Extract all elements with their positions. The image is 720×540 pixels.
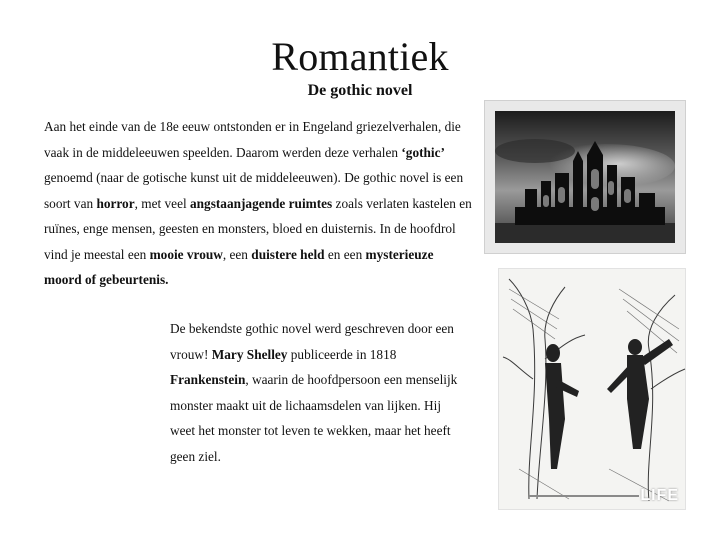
frankenstein-paragraph bbox=[170, 316, 460, 469]
text-run: , met veel bbox=[134, 195, 191, 211]
text-run: zoals verlaten kastelen en ruïnes, enge mensen, geesten en monsters, bloed en duisternis. In de hoofdrol vind je meestal een bbox=[44, 195, 472, 262]
bold-term: horror bbox=[96, 195, 135, 211]
bold-term: Frankenstein bbox=[170, 372, 246, 387]
bold-term: mooie vrouw bbox=[149, 246, 223, 262]
text-run: en een bbox=[324, 246, 366, 262]
text-run: genoemd (naar de gotische kunst uit de middeleeuwen). De gothic novel is een soort van bbox=[44, 170, 464, 211]
frankenstein-illustration bbox=[498, 268, 686, 510]
abbey-ruin-photo bbox=[484, 100, 686, 254]
engraving-image bbox=[499, 269, 687, 511]
slide-title: Romantiek bbox=[271, 34, 449, 79]
slide-subtitle bbox=[0, 82, 720, 100]
bold-term: duistere held bbox=[251, 246, 325, 262]
bold-term: Mary Shelley bbox=[211, 346, 288, 362]
bold-term: ‘gothic’ bbox=[401, 144, 445, 160]
intro-paragraph bbox=[44, 114, 474, 293]
text-run: De bekendste gothic novel werd geschreven door een vrouw! bbox=[170, 321, 454, 362]
text-run: , een bbox=[222, 246, 252, 262]
bold-term: angstaanjagende ruimtes bbox=[190, 195, 333, 211]
life-watermark: LIFE bbox=[640, 487, 679, 504]
text-run: , waarin de hoofdpersoon een menselijk monster maakt uit de lichaamsdelen van lijken. Hij weet het monster tot leven te wekken, maar het heeft geen ziel. bbox=[170, 372, 458, 464]
text-run: Aan het einde van de 18e eeuw ontstonden er in Engeland griezelverhalen, die vaak in de middeleeuwen speelden. Daarom werden deze verhalen bbox=[44, 119, 461, 160]
text-run: publiceerde in 1818 bbox=[287, 346, 397, 362]
bold-term: mysterieuze moord of gebeurtenis. bbox=[44, 246, 434, 287]
subtitle-text: De gothic novel bbox=[307, 82, 413, 99]
abbey-ruin-image bbox=[495, 111, 675, 243]
